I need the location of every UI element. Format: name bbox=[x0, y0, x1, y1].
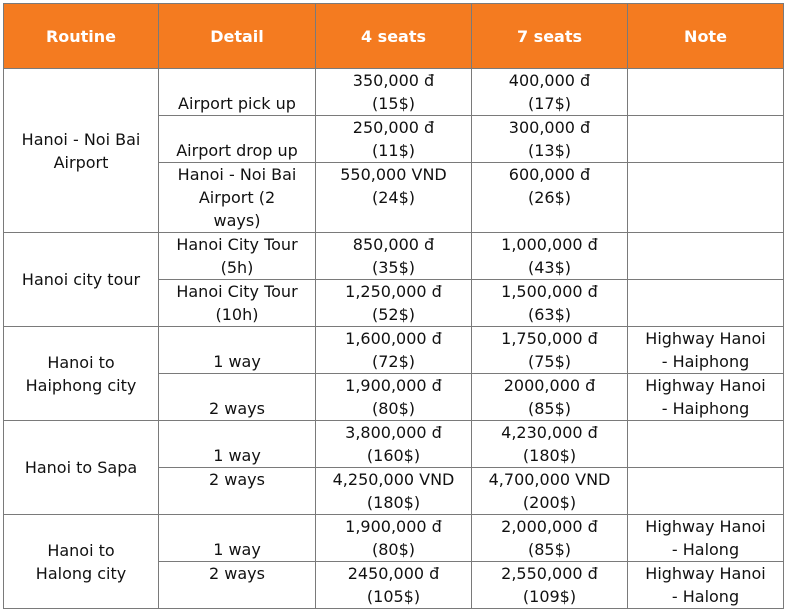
price-4-seats-cell bbox=[316, 233, 472, 280]
note-cell bbox=[628, 163, 784, 233]
price-text: 2450,000 đ bbox=[347, 564, 440, 583]
price-usd-text: (80$) bbox=[371, 399, 416, 418]
price-text: 3,800,000 đ bbox=[345, 423, 442, 442]
detail-text: ways) bbox=[213, 211, 261, 230]
price-usd-text: (200$) bbox=[522, 493, 577, 512]
table-row bbox=[4, 233, 784, 280]
note-text: Highway Hanoi bbox=[645, 329, 766, 348]
price-usd-text: (109$) bbox=[522, 587, 577, 606]
price-usd-text: (180$) bbox=[366, 493, 421, 512]
header-note: Note bbox=[628, 4, 784, 69]
routine-text: Hanoi - Noi Bai bbox=[21, 129, 141, 149]
detail-cell bbox=[159, 562, 316, 609]
price-usd-text: (160$) bbox=[366, 446, 421, 465]
detail-text: 1 way bbox=[213, 446, 261, 465]
note-text: Highway Hanoi bbox=[645, 564, 766, 583]
note-text: - Halong bbox=[671, 540, 740, 559]
price-text: 400,000 đ bbox=[508, 71, 591, 90]
detail-text: Hanoi City Tour bbox=[176, 282, 298, 301]
price-7-seats-cell bbox=[472, 233, 628, 280]
price-usd-text: (72$) bbox=[371, 352, 416, 371]
price-4-seats-cell bbox=[316, 421, 472, 468]
header-row bbox=[4, 4, 784, 69]
routine-text: Halong city bbox=[35, 563, 127, 583]
price-7-seats-cell bbox=[472, 116, 628, 163]
price-usd-text: (75$) bbox=[527, 352, 572, 371]
price-7-seats-cell bbox=[472, 515, 628, 562]
price-text: 1,750,000 đ bbox=[501, 329, 598, 348]
price-usd-text: (11$) bbox=[371, 141, 416, 160]
price-text: 1,500,000 đ bbox=[501, 282, 598, 301]
note-text: - Haiphong bbox=[661, 352, 750, 371]
detail-cell bbox=[159, 515, 316, 562]
note-cell bbox=[628, 116, 784, 163]
price-4-seats-cell bbox=[316, 374, 472, 421]
detail-text: Hanoi - Noi Bai bbox=[177, 165, 297, 184]
detail-text: 1 way bbox=[213, 540, 261, 559]
price-usd-text: (35$) bbox=[371, 258, 416, 277]
detail-cell bbox=[159, 327, 316, 374]
price-text: 250,000 đ bbox=[352, 118, 435, 137]
price-usd-text: (105$) bbox=[366, 587, 421, 606]
price-text: 600,000 đ bbox=[508, 165, 591, 184]
note-cell bbox=[628, 515, 784, 562]
header-routine: Routine bbox=[4, 4, 159, 69]
price-text: 1,900,000 đ bbox=[345, 517, 442, 536]
price-4-seats-cell bbox=[316, 163, 472, 233]
header-7-seats: 7 seats bbox=[472, 4, 628, 69]
routine-text: Hanoi to bbox=[47, 540, 115, 560]
price-4-seats-cell bbox=[316, 69, 472, 116]
detail-text: Airport (2 bbox=[198, 188, 276, 207]
note-text: - Haiphong bbox=[661, 399, 750, 418]
note-cell bbox=[628, 280, 784, 327]
price-text: 550,000 VND bbox=[340, 165, 447, 184]
detail-text: (5h) bbox=[220, 258, 254, 277]
detail-text: 2 ways bbox=[209, 564, 265, 583]
routine-cell bbox=[4, 69, 159, 233]
detail-cell bbox=[159, 421, 316, 468]
routine-text: Hanoi city tour bbox=[21, 270, 141, 289]
price-table bbox=[3, 3, 784, 609]
price-7-seats-cell bbox=[472, 163, 628, 233]
price-4-seats-cell bbox=[316, 116, 472, 163]
price-4-seats-cell bbox=[316, 327, 472, 374]
detail-text: Airport pick up bbox=[178, 94, 296, 113]
price-usd-text: (85$) bbox=[527, 540, 572, 559]
price-7-seats-cell bbox=[472, 69, 628, 116]
header-4-seats: 4 seats bbox=[316, 4, 472, 69]
routine-text: Airport bbox=[53, 152, 109, 172]
header-detail: Detail bbox=[159, 4, 316, 69]
price-usd-text: (43$) bbox=[527, 258, 572, 277]
detail-cell bbox=[159, 374, 316, 421]
routine-cell bbox=[4, 421, 159, 515]
price-usd-text: (52$) bbox=[371, 305, 416, 324]
detail-text: 1 way bbox=[213, 352, 261, 371]
price-text: 300,000 đ bbox=[508, 118, 591, 137]
note-text: - Halong bbox=[671, 587, 740, 606]
price-usd-text: (80$) bbox=[371, 540, 416, 559]
routine-cell bbox=[4, 233, 159, 327]
detail-cell bbox=[159, 233, 316, 280]
price-usd-text: (24$) bbox=[371, 188, 416, 207]
price-text: 850,000 đ bbox=[352, 235, 435, 254]
table-row bbox=[4, 421, 784, 468]
price-7-seats-cell bbox=[472, 374, 628, 421]
table-row bbox=[4, 515, 784, 562]
note-cell bbox=[628, 69, 784, 116]
detail-cell bbox=[159, 163, 316, 233]
routine-text: Haiphong city bbox=[25, 375, 137, 395]
detail-text: 2 ways bbox=[209, 399, 265, 418]
note-text: Highway Hanoi bbox=[645, 517, 766, 536]
routine-text: Hanoi to Sapa bbox=[24, 458, 138, 477]
price-4-seats-cell bbox=[316, 562, 472, 609]
price-usd-text: (26$) bbox=[527, 188, 572, 207]
price-7-seats-cell bbox=[472, 421, 628, 468]
routine-text: Hanoi to bbox=[47, 352, 115, 372]
detail-cell bbox=[159, 468, 316, 515]
price-text: 1,900,000 đ bbox=[345, 376, 442, 395]
price-text: 2,550,000 đ bbox=[501, 564, 598, 583]
price-text: 1,250,000 đ bbox=[345, 282, 442, 301]
price-text: 2000,000 đ bbox=[503, 376, 596, 395]
price-text: 1,600,000 đ bbox=[345, 329, 442, 348]
price-usd-text: (13$) bbox=[527, 141, 572, 160]
detail-text: (10h) bbox=[215, 305, 259, 324]
price-usd-text: (17$) bbox=[527, 94, 572, 113]
note-cell bbox=[628, 468, 784, 515]
note-cell bbox=[628, 233, 784, 280]
detail-cell bbox=[159, 116, 316, 163]
table-row bbox=[4, 327, 784, 374]
price-7-seats-cell bbox=[472, 468, 628, 515]
detail-cell bbox=[159, 69, 316, 116]
price-text: 350,000 đ bbox=[352, 71, 435, 90]
detail-cell bbox=[159, 280, 316, 327]
price-7-seats-cell bbox=[472, 327, 628, 374]
price-text: 4,700,000 VND bbox=[488, 470, 611, 489]
price-7-seats-cell bbox=[472, 280, 628, 327]
note-cell bbox=[628, 421, 784, 468]
note-cell bbox=[628, 562, 784, 609]
detail-text: Hanoi City Tour bbox=[176, 235, 298, 254]
price-text: 4,230,000 đ bbox=[501, 423, 598, 442]
price-text: 1,000,000 đ bbox=[501, 235, 598, 254]
price-usd-text: (63$) bbox=[527, 305, 572, 324]
routine-cell bbox=[4, 515, 159, 609]
detail-text: Airport drop up bbox=[176, 141, 298, 160]
price-4-seats-cell bbox=[316, 280, 472, 327]
price-4-seats-cell bbox=[316, 468, 472, 515]
routine-cell bbox=[4, 327, 159, 421]
price-usd-text: (180$) bbox=[522, 446, 577, 465]
table-row bbox=[4, 69, 784, 116]
note-text: Highway Hanoi bbox=[645, 376, 766, 395]
price-usd-text: (15$) bbox=[371, 94, 416, 113]
detail-text: 2 ways bbox=[209, 470, 265, 489]
price-7-seats-cell bbox=[472, 562, 628, 609]
note-cell bbox=[628, 374, 784, 421]
price-text: 2,000,000 đ bbox=[501, 517, 598, 536]
note-cell bbox=[628, 327, 784, 374]
price-4-seats-cell bbox=[316, 515, 472, 562]
price-usd-text: (85$) bbox=[527, 399, 572, 418]
price-text: 4,250,000 VND bbox=[332, 470, 455, 489]
